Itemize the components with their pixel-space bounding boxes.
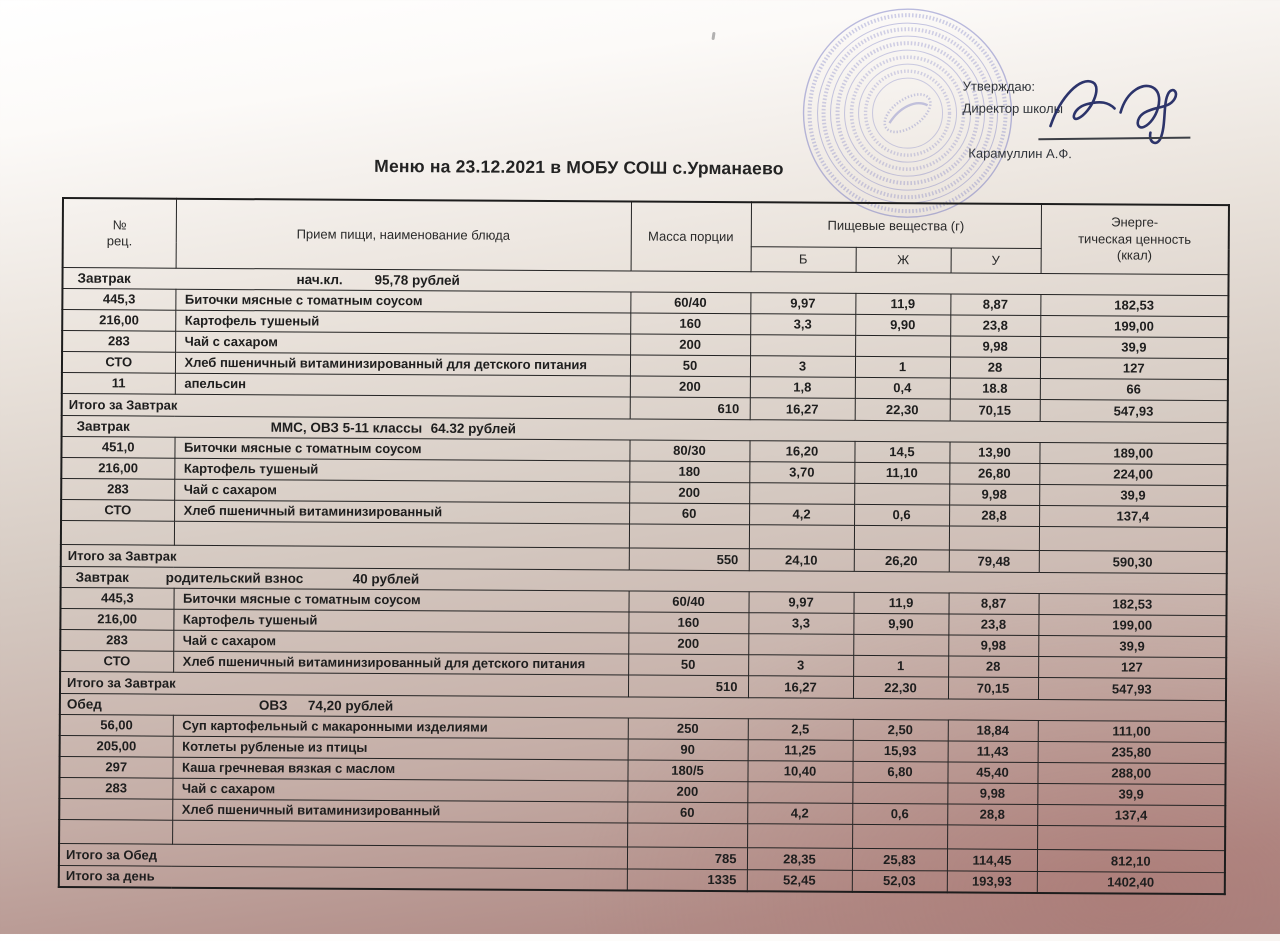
fat-cell: 9,90 [853,613,948,635]
dish-name-cell: Биточки мясные с томатным соусом [174,437,629,461]
mass-cell: 160 [630,312,750,334]
empty-cell [61,520,174,545]
energy-cell: 137,4 [1037,804,1225,826]
dish-name-cell: Хлеб пшеничный витаминизированный [174,500,629,524]
total-fat-cell: 22,30 [853,676,948,699]
mass-cell: 50 [628,653,748,675]
carbs-cell: 28,8 [947,803,1037,825]
total-energy-cell: 547,93 [1038,677,1226,700]
fat-cell: 11,10 [854,462,949,484]
carbs-cell: 9,98 [948,634,1038,656]
total-label-cell: Итого за Обед [59,843,627,868]
section-price-label: 95,78 рублей [374,271,460,288]
protein-cell: 4,2 [747,802,852,824]
carbs-cell: 18,84 [948,719,1038,741]
total-carbs-cell: 79,48 [949,549,1039,572]
dish-name-cell: Каша гречневая вязкая с маслом [172,757,627,781]
carbs-cell: 28 [950,356,1040,378]
total-label-cell: Итого за день [59,865,627,890]
total-protein-cell: 28,35 [747,847,852,870]
mass-cell: 50 [630,354,750,376]
recipe-number-cell: 216,00 [60,608,173,630]
section-group-label: нач.кл. [296,271,343,287]
protein-cell: 9,97 [748,591,853,613]
section-group-label: родительский взнос [165,569,304,586]
energy-cell: 199,00 [1038,614,1226,636]
recipe-number-cell: 445,3 [62,288,175,310]
energy-cell: 39,9 [1038,635,1226,657]
empty-cell [172,820,627,847]
energy-cell: 235,80 [1038,741,1226,763]
header-recipe-number: № рец. [63,198,176,268]
menu-table [58,197,1230,895]
empty-cell [627,822,747,847]
protein-cell: 2,5 [748,718,853,740]
section-group-label: ОВЗ [258,697,288,713]
protein-cell [748,633,853,655]
recipe-number-cell: СТО [61,499,174,521]
section-meal-label: Завтрак [75,569,129,585]
header-portion-mass: Масса порции [631,201,751,271]
empty-cell [174,521,629,548]
empty-cell [854,525,949,550]
carbs-cell: 8,87 [948,592,1038,614]
total-fat-cell: 25,83 [852,848,947,871]
recipe-number-cell: 445,3 [61,587,174,609]
protein-cell: 3,3 [748,612,853,634]
mass-cell: 60 [627,801,747,823]
mass-cell: 60/40 [628,590,748,612]
empty-cell [947,824,1037,849]
empty-cell [1037,825,1225,850]
approve-label: Утверждаю: [962,78,1036,94]
header-energy: Энерге- тическая ценность (ккал) [1041,204,1229,274]
energy-cell: 39,9 [1039,484,1227,506]
recipe-number-cell: 283 [62,330,175,352]
dish-name-cell: Хлеб пшеничный витаминизированный [172,799,627,823]
energy-cell: 137,4 [1039,505,1227,527]
energy-cell: 111,00 [1038,720,1226,742]
carbs-cell: 28 [948,655,1038,677]
fat-cell: 14,5 [854,441,949,463]
fat-cell: 0,6 [854,504,949,526]
recipe-number-cell: СТО [62,351,175,373]
energy-cell: 127 [1040,357,1228,379]
fat-cell: 1 [855,356,950,378]
carbs-cell: 23,8 [948,613,1038,635]
protein-cell [750,334,855,356]
mass-cell: 200 [627,780,747,802]
recipe-number-cell: 205,00 [60,735,173,757]
energy-cell: 288,00 [1037,762,1225,784]
dish-name-cell: Чай с сахаром [174,479,629,503]
carbs-cell: 8,87 [950,293,1040,315]
recipe-number-cell: 297 [59,756,172,778]
total-protein-cell: 24,10 [749,548,854,571]
carbs-cell: 45,40 [947,761,1037,783]
empty-cell [629,523,749,548]
recipe-number-cell: 283 [60,629,173,651]
energy-cell: 189,00 [1039,442,1227,464]
dish-name-cell: Суп картофельный с макаронными изделиями [173,715,628,739]
recipe-number-cell: 283 [59,777,172,799]
fat-cell: 11,9 [855,293,950,315]
section-group-label: ММС, ОВЗ 5-11 классы [270,419,423,436]
total-carbs-cell: 193,93 [947,870,1037,893]
protein-cell: 4,2 [749,503,854,525]
total-mass-cell: 550 [629,547,749,570]
total-fat-cell: 22,30 [855,398,950,421]
protein-cell: 3,3 [750,313,855,335]
director-label: Директор школы [962,100,1064,117]
energy-cell: 39,9 [1037,783,1225,805]
energy-cell: 199,00 [1040,315,1228,337]
fat-cell [855,335,950,357]
fat-cell: 9,90 [855,314,950,336]
total-energy-cell: 1402,40 [1037,871,1225,894]
fat-cell: 2,50 [853,719,948,741]
recipe-number-cell: 216,00 [61,457,174,479]
total-mass-cell: 785 [627,846,747,869]
empty-cell [949,525,1039,550]
dish-name-cell: Биточки мясные с томатным соусом [174,588,629,612]
carbs-cell: 11,43 [948,740,1038,762]
header-nutrients: Пищевые вещества (г) [751,202,1041,248]
fat-cell [854,483,949,505]
carbs-cell: 26,80 [949,462,1039,484]
recipe-number-cell: СТО [60,650,173,672]
scan-artifact [711,32,715,40]
fat-cell [853,634,948,656]
dish-name-cell: Картофель тушеный [174,458,629,482]
fat-cell [852,782,947,804]
protein-cell: 3 [748,654,853,676]
energy-cell: 182,53 [1039,593,1227,615]
dish-name-cell: Чай с сахаром [172,778,627,802]
mass-cell: 160 [628,611,748,633]
dish-name-cell: Хлеб пшеничный витаминизированный для детского питания [175,352,630,376]
protein-cell: 3 [750,355,855,377]
total-label-cell: Итого за Завтрак [62,393,630,418]
total-fat-cell: 26,20 [854,549,949,572]
menu-table-body [59,267,1229,894]
total-carbs-cell: 70,15 [950,398,1040,421]
protein-cell: 9,97 [750,292,855,314]
section-price-label: 40 рублей [352,570,420,587]
total-mass-cell: 1335 [627,868,747,891]
document-title: Меню на 23.12.2021 в МОБУ СОШ с.Урманаево [374,155,784,179]
dish-name-cell: Котлеты рубленые из птицы [173,736,628,760]
recipe-number-cell: 216,00 [62,309,175,331]
energy-cell: 66 [1040,378,1228,400]
recipe-number-cell: 283 [61,478,174,500]
dish-name-cell: Картофель тушеный [175,310,630,334]
protein-cell: 3,70 [749,461,854,483]
total-carbs-cell: 70,15 [948,676,1038,699]
section-meal-label: Завтрак [76,418,130,434]
empty-cell [59,819,172,844]
carbs-cell: 9,98 [949,483,1039,505]
recipe-number-cell: 56,00 [60,714,173,736]
total-label-cell: Итого за Завтрак [60,671,628,696]
dish-name-cell: Картофель тушеный [173,609,628,633]
carbs-cell: 9,98 [950,335,1040,357]
mass-cell: 90 [628,738,748,760]
mass-cell: 250 [628,717,748,739]
total-label-cell: Итого за Завтрак [61,544,629,569]
total-energy-cell: 547,93 [1040,399,1228,422]
fat-cell: 15,93 [853,740,948,762]
dish-name-cell: Чай с сахаром [173,630,628,654]
table-header [63,198,1229,274]
mass-cell: 180 [629,460,749,482]
dish-name-cell: Хлеб пшеничный витаминизированный для детского питания [173,651,628,675]
carbs-cell: 13,90 [949,441,1039,463]
total-carbs-cell: 114,45 [947,848,1037,871]
section-meal-label: Обед [66,696,102,712]
header-protein: Б [751,246,856,272]
fat-cell: 0,6 [852,803,947,825]
fat-cell: 1 [853,655,948,677]
carbs-cell: 18.8 [950,377,1040,399]
recipe-number-cell: 11 [62,372,175,394]
recipe-number-cell [59,798,172,820]
total-protein-cell: 52,45 [747,869,852,892]
mass-cell: 60 [629,502,749,524]
total-mass-cell: 510 [628,674,748,697]
carbs-cell: 23,8 [950,314,1040,336]
dish-name-cell: Чай с сахаром [175,331,630,355]
mass-cell: 200 [630,333,750,355]
header-dish-name: Прием пищи, наименование блюда [176,199,631,271]
mass-cell: 60/40 [630,291,750,313]
section-price-label: 74,20 рублей [307,697,394,714]
fat-cell: 6,80 [852,761,947,783]
fat-cell: 0,4 [855,377,950,399]
empty-cell [749,524,854,549]
fat-cell: 11,9 [853,592,948,614]
energy-cell: 39,9 [1040,336,1228,358]
protein-cell [747,781,852,803]
recipe-number-cell: 451,0 [61,436,174,458]
protein-cell: 11,25 [748,739,853,761]
protein-cell: 16,20 [749,440,854,462]
total-protein-cell: 16,27 [748,675,853,698]
energy-cell: 127 [1038,656,1226,678]
section-price-label: 64.32 рублей [430,420,516,436]
energy-cell: 182,53 [1040,294,1228,316]
empty-cell [852,824,947,849]
empty-cell [747,823,852,848]
total-mass-cell: 610 [630,396,750,419]
header-fat: Ж [856,247,951,273]
dish-name-cell: Биточки мясные с томатным соусом [175,289,630,313]
carbs-cell: 28,8 [949,504,1039,526]
mass-cell: 200 [628,632,748,654]
mass-cell: 200 [629,481,749,503]
mass-cell: 180/5 [627,759,747,781]
total-fat-cell: 52,03 [852,870,947,893]
protein-cell [749,482,854,504]
carbs-cell: 9,98 [947,782,1037,804]
energy-cell: 224,00 [1039,463,1227,485]
protein-cell: 1,8 [750,376,855,398]
mass-cell: 200 [630,375,750,397]
director-name: Карамуллин А.Ф. [968,145,1072,161]
protein-cell: 10,40 [747,760,852,782]
mass-cell: 80/30 [629,439,749,461]
dish-name-cell: апельсин [175,373,630,397]
total-energy-cell: 812,10 [1037,849,1225,872]
total-protein-cell: 16,27 [750,397,855,420]
header-carbs: У [951,247,1041,273]
section-meal-label: Завтрак [77,270,131,286]
empty-cell [1039,526,1227,551]
total-energy-cell: 590,30 [1039,550,1227,573]
